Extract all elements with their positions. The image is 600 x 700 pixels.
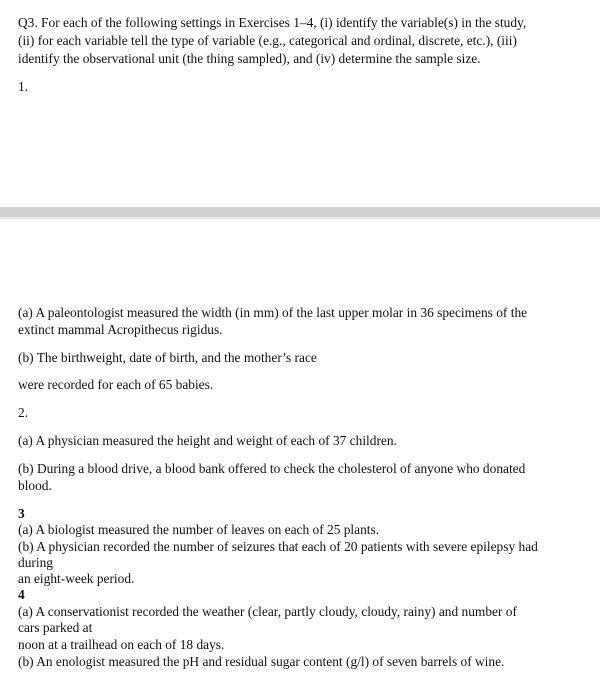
exercise-4a-line-3: noon at a trailhead on each of 18 days. <box>18 637 225 652</box>
page-divider-shadow <box>0 217 600 219</box>
exercise-4a-line-1: (a) A conservationist recorded the weather (clear, partly cloudy, cloudy, rainy) and number of <box>18 604 517 619</box>
exercise-3b-line-1: (b) A physician recorded the number of seizures that each of 20 patients with severe epilepsy had <box>18 539 538 554</box>
exercise-3a: (a) A biologist measured the number of leaves on each of 25 plants. <box>18 522 380 537</box>
exercise-1a-line-1: (a) A paleontologist measured the width (in mm) of the last upper molar in 36 specimens of the <box>18 305 528 320</box>
exercise-2b-line-1: (b) During a blood drive, a blood bank offered to check the cholesterol of anyone who donated <box>18 461 526 476</box>
exercise-2-number: 2. <box>18 405 29 420</box>
exercise-4-number: 4 <box>18 587 25 602</box>
exercise-3-number: 3 <box>18 506 25 521</box>
question-line-2: (ii) for each variable tell the type of variable (e.g., categorical and ordinal, discrete, etc.), (iii) <box>18 33 517 48</box>
page-divider <box>0 207 600 217</box>
exercise-3b-line-2: during <box>18 555 53 570</box>
exercise-1-number: 1. <box>18 79 29 94</box>
question-line-1: Q3. For each of the following settings in Exercises 1–4, (i) identify the variable(s) in the study, <box>18 15 527 30</box>
question-line-3: identify the observational unit (the thing sampled), and (iv) determine the sample size. <box>18 51 481 66</box>
exercise-1b-line-1: (b) The birthweight, date of birth, and the mother’s race <box>18 350 317 365</box>
exercise-2a: (a) A physician measured the height and weight of each of 37 children. <box>18 433 397 448</box>
exercise-2b-line-2: blood. <box>18 478 52 493</box>
exercise-1a-line-2: extinct mammal Acropithecus rigidus. <box>18 322 223 337</box>
exercise-4a-line-2: cars parked at <box>18 620 93 635</box>
exercise-3b-line-3: an eight-week period. <box>18 571 135 586</box>
exercise-4b: (b) An enologist measured the pH and residual sugar content (g/l) of seven barrels of wine. <box>18 654 505 669</box>
exercise-1b-line-2: were recorded for each of 65 babies. <box>18 377 214 392</box>
